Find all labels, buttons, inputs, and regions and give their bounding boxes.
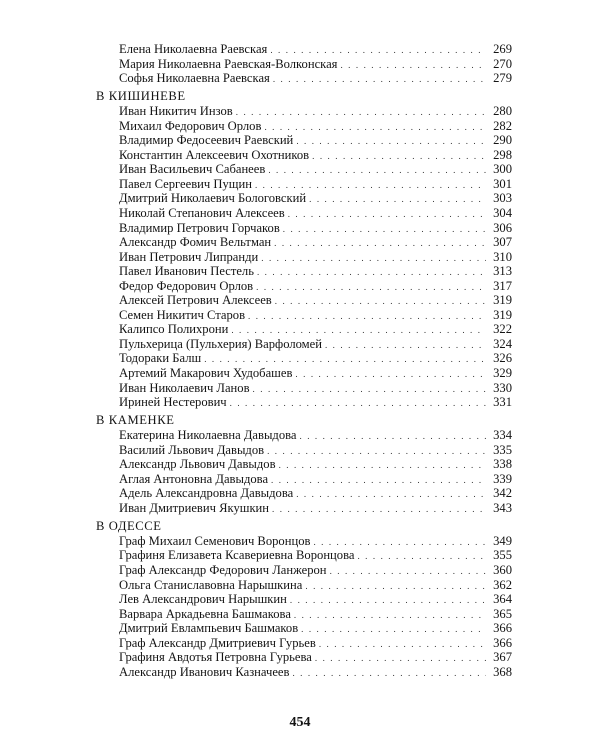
toc-entry xyxy=(96,534,512,549)
toc-entry xyxy=(96,42,512,57)
entry-page-number: 365 xyxy=(493,606,512,621)
entry-name: Екатерина Николаевна Давыдова xyxy=(119,428,297,443)
entry-name: Иван Петрович Липранди xyxy=(119,249,259,264)
entry-name: Граф Михаил Семенович Воронцов xyxy=(119,533,311,548)
dot-leader xyxy=(248,309,486,324)
toc-entry xyxy=(96,177,512,192)
dot-leader xyxy=(292,666,486,681)
toc-entry xyxy=(96,71,512,86)
dot-leader xyxy=(319,637,486,652)
entry-page-number: 324 xyxy=(493,336,512,351)
toc-entry xyxy=(96,279,512,294)
entry-page-number: 269 xyxy=(493,42,512,56)
toc-entry xyxy=(96,337,512,352)
entry-name: Константин Алексеевич Охотников xyxy=(119,147,310,162)
toc-entry xyxy=(96,250,512,265)
entry-page-number: 364 xyxy=(493,592,512,607)
toc-entry xyxy=(96,351,512,366)
toc-entry xyxy=(96,322,512,337)
toc-entry xyxy=(96,235,512,250)
entry-name: Адель Александровна Давыдова xyxy=(119,486,294,501)
dot-leader xyxy=(357,549,486,564)
entry-name: Артемий Макарович Худобашев xyxy=(119,365,293,380)
dot-leader xyxy=(256,280,486,295)
dot-leader xyxy=(295,367,486,382)
entry-name: Иван Никитич Инзов xyxy=(119,104,233,119)
entry-page-number: 301 xyxy=(493,176,512,191)
entry-page-number: 280 xyxy=(493,104,512,119)
entry-name: Семен Никитич Старов xyxy=(119,307,246,322)
dot-leader xyxy=(300,429,487,444)
dot-leader xyxy=(204,352,486,367)
dot-leader xyxy=(296,487,486,502)
dot-leader xyxy=(231,323,486,338)
dot-leader xyxy=(283,222,486,237)
entry-name: Ольга Станиславовна Нарышкина xyxy=(119,577,303,592)
dot-leader xyxy=(290,593,486,608)
toc-entry xyxy=(96,548,512,563)
dot-leader xyxy=(294,608,486,623)
dot-leader xyxy=(288,207,486,222)
entry-name: Иван Дмитриевич Якушкин xyxy=(119,500,270,515)
entry-page-number: 313 xyxy=(493,264,512,279)
entry-page-number: 322 xyxy=(493,322,512,337)
toc-entry xyxy=(96,264,512,279)
dot-leader xyxy=(272,502,486,517)
entry-name: Владимир Федосеевич Раевский xyxy=(119,133,294,148)
entry-page-number: 270 xyxy=(493,56,512,71)
dot-leader xyxy=(275,294,486,309)
toc-entry xyxy=(96,395,512,410)
dot-leader xyxy=(296,134,486,149)
entry-page-number: 326 xyxy=(493,351,512,366)
entry-page-number: 306 xyxy=(493,220,512,235)
entry-name: Граф Александр Федорович Ланжерон xyxy=(119,563,327,577)
dot-leader xyxy=(268,163,486,178)
dot-leader xyxy=(312,149,486,164)
dot-leader xyxy=(255,178,486,193)
entry-page-number: 343 xyxy=(493,500,512,515)
entry-page-number: 330 xyxy=(493,380,512,395)
entry-page-number: 282 xyxy=(493,118,512,133)
section-heading: В КАМЕНКЕ xyxy=(96,413,175,428)
dot-leader xyxy=(315,651,486,666)
toc-entry xyxy=(96,621,512,636)
entry-name: Александр Иванович Казначеев xyxy=(119,664,290,679)
entry-name: Федор Федорович Орлов xyxy=(119,278,254,293)
toc-entry xyxy=(96,665,512,680)
entry-name: Дмитрий Николаевич Бологовский xyxy=(119,191,307,206)
entry-page-number: 319 xyxy=(493,293,512,308)
dot-leader xyxy=(279,458,486,473)
toc-entry xyxy=(96,578,512,593)
dot-leader xyxy=(340,58,486,73)
entry-page-number: 355 xyxy=(493,548,512,563)
entry-page-number: 360 xyxy=(493,563,512,577)
entry-page-number: 307 xyxy=(493,235,512,250)
toc-entry xyxy=(96,563,512,578)
entry-page-number: 329 xyxy=(493,365,512,380)
entry-page-number: 334 xyxy=(493,428,512,443)
toc-entry xyxy=(96,381,512,396)
table-of-contents xyxy=(96,42,512,679)
entry-name: Аглая Антоновна Давыдова xyxy=(119,471,269,486)
entry-page-number: 304 xyxy=(493,205,512,220)
entry-page-number: 366 xyxy=(493,635,512,650)
toc-entry xyxy=(96,428,512,443)
toc-entry xyxy=(96,472,512,487)
toc-entry xyxy=(96,607,512,622)
entry-name: Елена Николаевна Раевская xyxy=(119,42,268,56)
entry-page-number: 338 xyxy=(493,457,512,472)
toc-entry xyxy=(96,636,512,651)
dot-leader xyxy=(271,473,486,488)
entry-name: Павел Сергеевич Пущин xyxy=(119,176,252,191)
entry-page-number: 317 xyxy=(493,278,512,293)
toc-entry xyxy=(96,443,512,458)
dot-leader xyxy=(273,72,486,87)
dot-leader xyxy=(236,105,486,120)
toc-entry xyxy=(96,366,512,381)
section-heading: В ОДЕССЕ xyxy=(96,518,162,533)
entry-page-number: 339 xyxy=(493,471,512,486)
toc-entry xyxy=(96,206,512,221)
dot-leader xyxy=(313,535,486,550)
entry-page-number: 303 xyxy=(493,191,512,206)
entry-page-number: 298 xyxy=(493,147,512,162)
toc-entry xyxy=(96,148,512,163)
dot-leader xyxy=(264,120,486,135)
dot-leader xyxy=(301,622,486,637)
dot-leader xyxy=(253,382,486,397)
dot-leader xyxy=(257,265,486,280)
toc-entry xyxy=(96,57,512,72)
entry-name: Василий Львович Давыдов xyxy=(119,442,265,457)
entry-page-number: 342 xyxy=(493,486,512,501)
entry-page-number: 335 xyxy=(493,442,512,457)
toc-section xyxy=(96,89,512,409)
entry-page-number: 367 xyxy=(493,650,512,665)
toc-entry xyxy=(96,308,512,323)
entry-name: Иван Васильевич Сабанеев xyxy=(119,162,266,177)
toc-section xyxy=(96,519,512,679)
entry-page-number: 319 xyxy=(493,307,512,322)
entry-name: Ириней Нестерович xyxy=(119,395,227,410)
entry-page-number: 310 xyxy=(493,249,512,264)
entry-page-number: 331 xyxy=(493,395,512,410)
toc-entry xyxy=(96,501,512,516)
entry-name: Владимир Петрович Горчаков xyxy=(119,220,280,235)
entry-name: Николай Степанович Алексеев xyxy=(119,205,285,220)
entry-name: Алексей Петрович Алексеев xyxy=(119,293,272,308)
toc-entry xyxy=(96,191,512,206)
entry-name: Дмитрий Евлампьевич Башмаков xyxy=(119,621,299,636)
toc-entry xyxy=(96,457,512,472)
entry-name: Графиня Авдотья Петровна Гурьева xyxy=(119,650,312,665)
dot-leader xyxy=(309,192,486,207)
toc-section xyxy=(96,413,512,515)
entry-name: Софья Николаевна Раевская xyxy=(119,71,270,86)
dot-leader xyxy=(325,338,486,353)
entry-name: Варвара Аркадьевна Башмакова xyxy=(119,606,291,621)
toc-entry xyxy=(96,104,512,119)
entry-name: Александр Львович Давыдов xyxy=(119,457,276,472)
entry-page-number: 368 xyxy=(493,664,512,679)
dot-leader xyxy=(261,251,486,266)
entry-page-number: 290 xyxy=(493,133,512,148)
dot-leader xyxy=(270,43,486,58)
toc-entry xyxy=(96,221,512,236)
dot-leader xyxy=(267,444,486,459)
entry-name: Павел Иванович Пестель xyxy=(119,264,254,279)
entry-name: Михаил Федорович Орлов xyxy=(119,118,262,133)
entry-name: Пульхерица (Пульхерия) Варфоломей xyxy=(119,336,322,351)
dot-leader xyxy=(330,564,486,579)
entry-name: Тодораки Балш xyxy=(119,351,202,366)
toc-entry xyxy=(96,592,512,607)
toc-section xyxy=(96,42,512,86)
page-number: 454 xyxy=(289,715,311,730)
toc-entry xyxy=(96,650,512,665)
entry-page-number: 366 xyxy=(493,621,512,636)
entry-name: Лев Александрович Нарышкин xyxy=(119,592,287,607)
entry-name: Граф Александр Дмитриевич Гурьев xyxy=(119,635,316,650)
toc-entry xyxy=(96,162,512,177)
dot-leader xyxy=(230,396,486,411)
entry-name: Калипсо Полихрони xyxy=(119,322,229,337)
entry-page-number: 279 xyxy=(493,71,512,86)
dot-leader xyxy=(274,236,486,251)
entry-name: Графиня Елизавета Ксавериевна Воронцова xyxy=(119,548,355,563)
toc-entry xyxy=(96,133,512,148)
section-heading: В КИШИНЕВЕ xyxy=(96,89,186,104)
toc-entry xyxy=(96,119,512,134)
entry-page-number: 300 xyxy=(493,162,512,177)
entry-page-number: 349 xyxy=(493,533,512,548)
entry-name: Мария Николаевна Раевская-Волконская xyxy=(119,56,338,71)
entry-name: Иван Николаевич Ланов xyxy=(119,380,250,395)
dot-leader xyxy=(305,579,486,594)
entry-name: Александр Фомич Вельтман xyxy=(119,235,272,250)
toc-entry xyxy=(96,293,512,308)
toc-entry xyxy=(96,486,512,501)
entry-page-number: 362 xyxy=(493,577,512,592)
